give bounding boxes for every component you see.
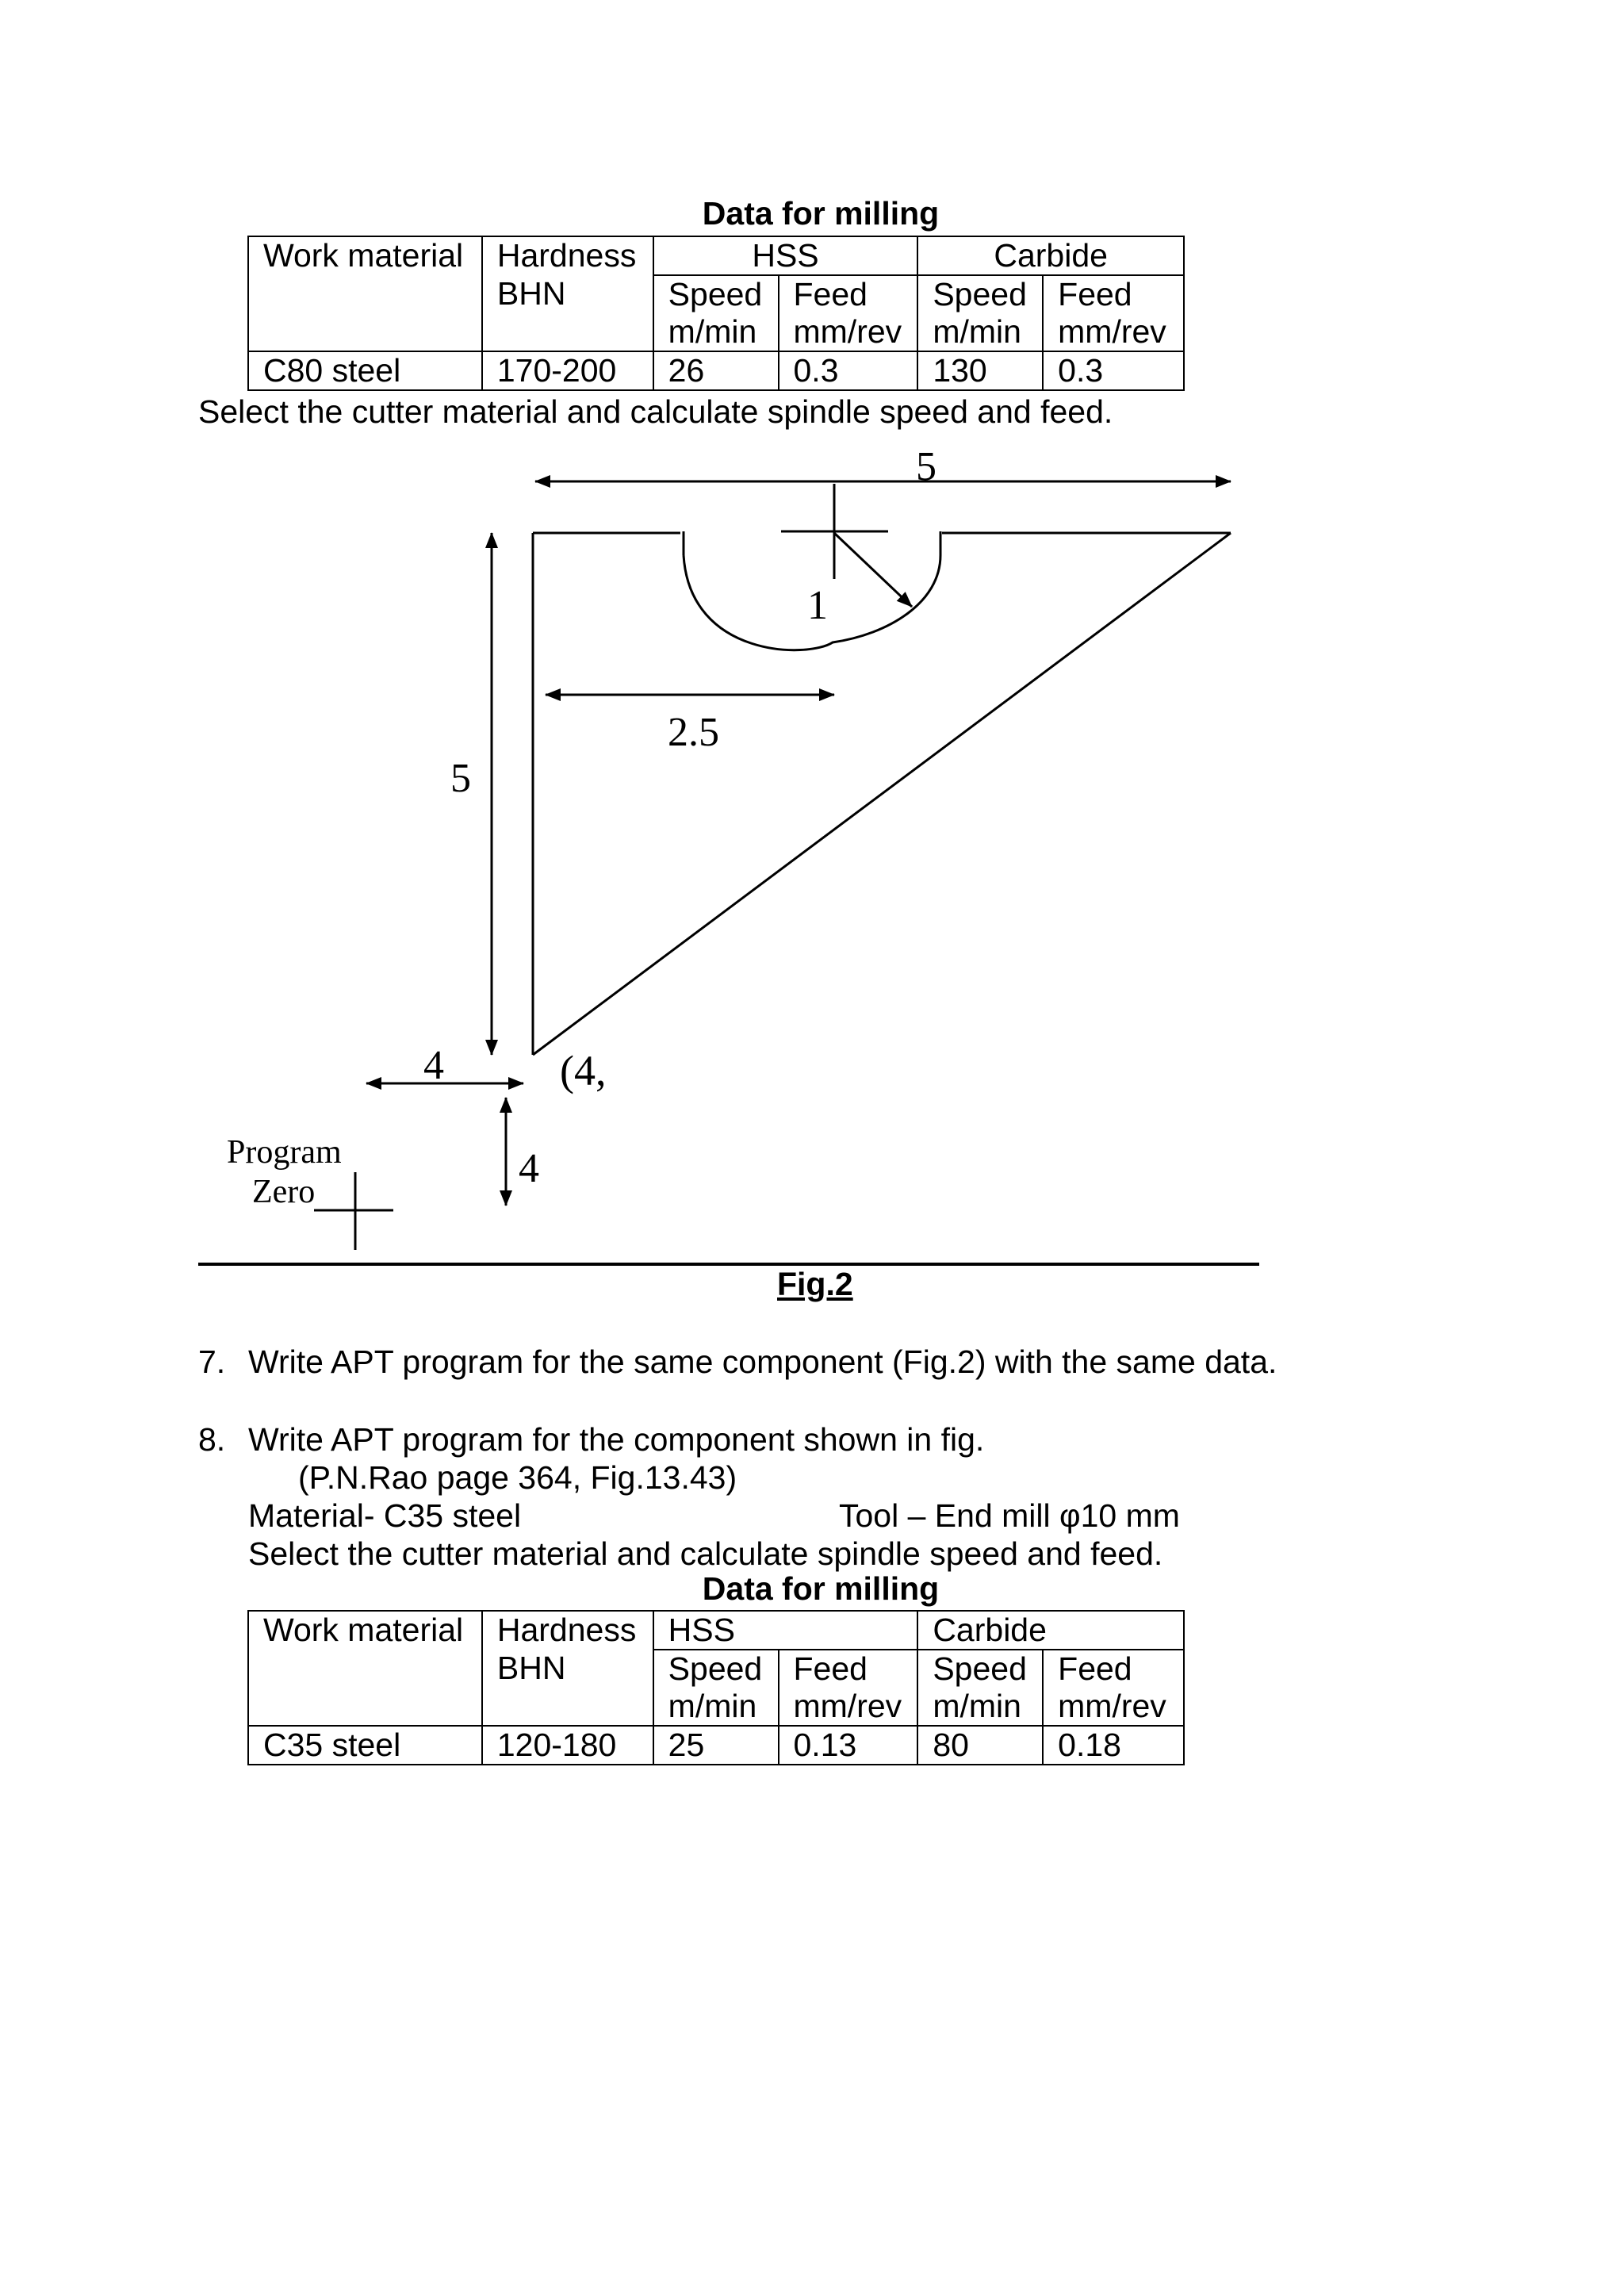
question-8-material: Material- C35 steel	[248, 1497, 522, 1534]
header-hss-feed: Feed mm/rev	[779, 275, 918, 351]
header-carbide-feed: Feed mm/rev	[1043, 275, 1184, 351]
question-8-instruction: Select the cutter material and calculate spindle speed and feed.	[248, 1535, 1163, 1572]
question-7-text: Write APT program for the same component (Fig.2) with the same data.	[248, 1343, 1277, 1380]
header-hss: HSS	[653, 236, 918, 275]
header-carbide-speed: Speed m/min	[917, 275, 1043, 351]
milling-data-table-2	[247, 1610, 1185, 1765]
cell-hardness: 170-200	[482, 351, 653, 390]
cell-hardness: 120-180	[482, 1726, 653, 1765]
part-outline	[533, 531, 1231, 1055]
question-8-tool: Tool – End mill φ10 mm	[839, 1497, 1180, 1534]
dim-top: 5	[916, 444, 936, 489]
header-work-material: Work material	[248, 1611, 482, 1650]
radius-arrow	[834, 533, 912, 607]
dim-x: 4	[423, 1043, 444, 1088]
header-work-material: Work material	[248, 236, 482, 275]
header-hardness: Hardness	[482, 1611, 653, 1650]
question-7-number: 7.	[198, 1343, 226, 1380]
cell-carbide-feed: 0.3	[1043, 351, 1184, 390]
header-carbide: Carbide	[917, 1611, 1184, 1650]
table1-caption: Data for milling	[702, 195, 940, 232]
header-hss-speed: Speed m/min	[653, 1650, 779, 1726]
question-8-text: Write APT program for the component shown in fig.	[248, 1421, 985, 1458]
cell-material: C80 steel	[248, 351, 482, 390]
program-zero-label-1: Program	[227, 1134, 342, 1171]
table2-caption: Data for milling	[702, 1570, 940, 1607]
dim-y: 4	[519, 1146, 539, 1191]
header-carbide: Carbide	[917, 236, 1184, 275]
header-hss: HSS	[653, 1611, 918, 1650]
cell-carbide-feed: 0.18	[1043, 1726, 1184, 1765]
cell-hss-feed: 0.13	[779, 1726, 918, 1765]
cell-material: C35 steel	[248, 1726, 482, 1765]
dim-radius: 1	[807, 583, 828, 628]
table-row	[248, 1726, 1184, 1765]
header-hss-feed: Feed mm/rev	[779, 1650, 918, 1726]
dim-offset: 2.5	[668, 710, 719, 755]
arc-center-mark	[781, 484, 888, 579]
question-8-number: 8.	[198, 1421, 226, 1458]
cell-hss-speed: 26	[653, 351, 779, 390]
cell-hss-feed: 0.3	[779, 351, 918, 390]
dim-height: 5	[450, 756, 471, 801]
instruction-text: Select the cutter material and calculate spindle speed and feed.	[198, 393, 1113, 430]
question-8-reference: (P.N.Rao page 364, Fig.13.43)	[298, 1459, 737, 1496]
header-carbide-feed: Feed mm/rev	[1043, 1650, 1184, 1726]
header-hss-speed: Speed m/min	[653, 275, 779, 351]
cell-hss-speed: 25	[653, 1726, 779, 1765]
program-zero-cross	[314, 1172, 393, 1250]
header-carbide-speed: Speed m/min	[917, 1650, 1043, 1726]
header-bhn: BHN	[482, 1650, 653, 1726]
cell-carbide-speed: 130	[917, 351, 1043, 390]
cell-carbide-speed: 80	[917, 1726, 1043, 1765]
header-hardness: Hardness	[482, 236, 653, 275]
header-empty	[248, 1650, 482, 1726]
program-zero-label-2: Zero	[252, 1174, 316, 1210]
point-label: (4,	[560, 1047, 607, 1094]
header-bhn: BHN	[482, 275, 653, 351]
figure-caption: Fig.2	[777, 1266, 853, 1302]
